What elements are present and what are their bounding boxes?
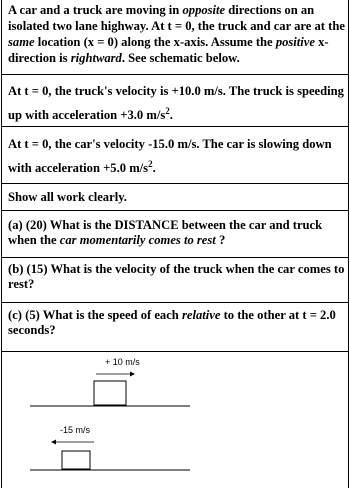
divider [2,302,348,303]
divider [2,257,348,258]
truck-conditions: At t = 0, the truck's velocity is +10.0 m/s. The truck is speeding up with acceleration +3.0 $m/s^2$. [8,84,344,122]
car-velocity-label: -15 m/s [60,425,91,435]
truck-velocity-label: + 10 m/s [105,357,140,367]
question-b: (b) (15) What is the velocity of the truck when the car comes to rest? [8,262,345,291]
divider [2,210,348,211]
question-c: (c) (5) What is the speed of each relative to the other at t = 2.0 seconds? [8,308,336,337]
divider [2,74,348,75]
car-box [62,451,90,469]
schematic-diagram [0,352,350,488]
truck-box [94,381,126,405]
divider [2,126,348,127]
instruction-text: Show all work clearly. [8,190,127,204]
question-a: (a) (20) What is the DISTANCE between the car and truck when the car momentarily comes to rest ? [8,218,323,247]
intro-paragraph: A car and a truck are moving in opposite directions on an isolated two lane highway. At t = 0, the truck and car are at the same location (x = 0) along the x-axis. Assume the positive x-direction is rightward. See schematic below. [8,3,345,65]
divider [2,183,348,184]
car-arrow-head-icon [51,440,56,445]
truck-arrow-head-icon [130,372,135,377]
car-conditions: At t = 0, the car's velocity -15.0 m/s. The car is slowing down with acceleration +5.0 $m/s^2$. [8,137,332,175]
